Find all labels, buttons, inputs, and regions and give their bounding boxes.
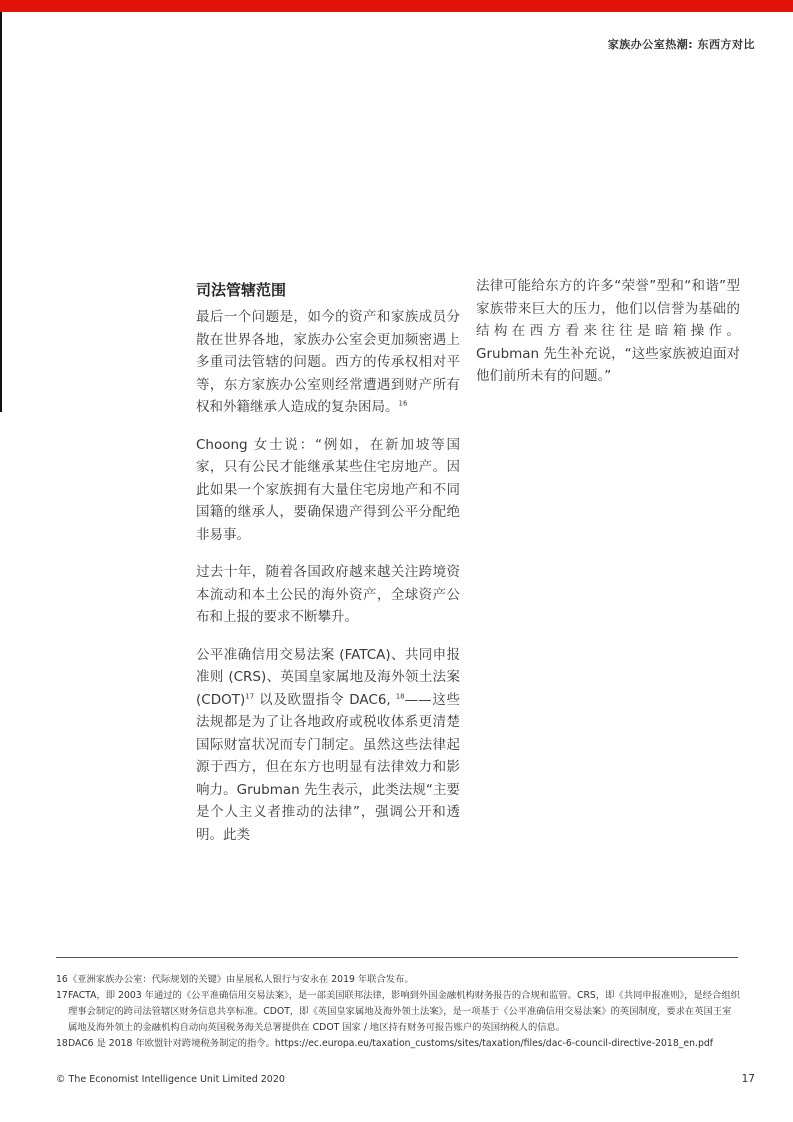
footnote-number: 16 [56,974,68,985]
top-accent-bar [0,0,793,12]
paragraph-5: 法律可能给东方的许多“荣誉”型和“和谐”型家族带来巨大的压力，他们以信誉为基础的结构在西方看来往往是暗箱操作。Grubman 先生补充说，“这些家族被迫面对他们前所未有的问题。” [476,278,740,384]
footnote-divider [56,957,738,958]
footnote-16 [56,972,740,988]
footnotes [56,972,740,1052]
footnote-ref-16[interactable]: 16 [398,399,408,408]
footnote-text[interactable]: DAC6 是 2018 年欧盟针对跨境税务制定的指令。https://ec.europa.eu/taxation_customs/sites/taxation/files/dac-6-council-directive-2018_en.pdf [68,1038,714,1049]
footnote-18 [56,1036,740,1052]
paragraph-1: 最后一个问题是，如今的资产和家族成员分散在世界各地，家族办公室会更加频密遇上多重司法管辖的问题。西方的传承权相对平等，东方家族办公室则经常遭遇到财产所有权和外籍继承人造成的复杂困局。$^{16}$ [196,309,460,415]
right-column [476,275,740,403]
section-heading: 司法管辖范围 [196,281,287,299]
page-number: 17 [741,1073,755,1085]
paragraph-4: 公平准确信用交易法案 (FATCA)、共同申报准则 (CRS)、英国皇家属地及海外领土法案 (CDOT)$^{17}$ 以及欧盟指令 DAC6, $^{18}$——这些法规都是为了让各地政府或税收体系更清楚国际财富状况而专门制定。虽然这些法律起源于西方，但在东方也明显有法律效力和影响力。Grubman 先生表示，此类法规“主要是个人主义者推动的法律”，强调公开和透明。此类 [196,646,461,843]
left-column [196,279,460,861]
footnote-17 [56,988,740,1036]
paragraph-3: 过去十年，随着各国政府越来越关注跨境资本流动和本土公民的海外资产，全球资产公布和上报的要求不断攀升。 [196,564,460,625]
left-edge-mark [0,12,2,412]
footnote-number: 17 [56,990,68,1001]
footnote-ref-17[interactable]: 17 [245,692,255,700]
footnote-ref-18[interactable]: 18 [395,692,405,700]
footnote-text: 《亚洲家族办公室：代际规划的关键》由星展私人银行与安永在 2019 年联合发布。 [68,974,414,985]
footnote-number: 18 [56,1038,68,1049]
paragraph-2: Choong 女士说：“例如，在新加坡等国家，只有公民才能继承某些住宅房地产。因此如果一个家族拥有大量住宅房地产和不同国籍的继承人，要确保遗产得到公平分配绝非易事。 [196,436,460,543]
running-header: 家族办公室热潮: 东西方对比 [607,38,755,51]
footnote-text: FACTA，即 2003 年通过的《公平准确信用交易法案》，是一部美国联邦法律，影响到外国金融机构财务报告的合规和监管。CRS，即《共同申报准则》，是经合组织理事会制定的跨司法管辖区财务信息共享标准。CDOT，即《英国皇家属地及海外领土法案》，是一项基于《公平准确信用交易法案》的英国制度，要求在英国王室属地及海外领土的金融机构自动向英国税务海关总署提供在 CDOT 国家 / 地区持有财务可报告账户的英国纳税人的信息。 [68,990,740,1033]
copyright-text: © The Economist Intelligence Unit Limited 2020 [56,1074,285,1085]
